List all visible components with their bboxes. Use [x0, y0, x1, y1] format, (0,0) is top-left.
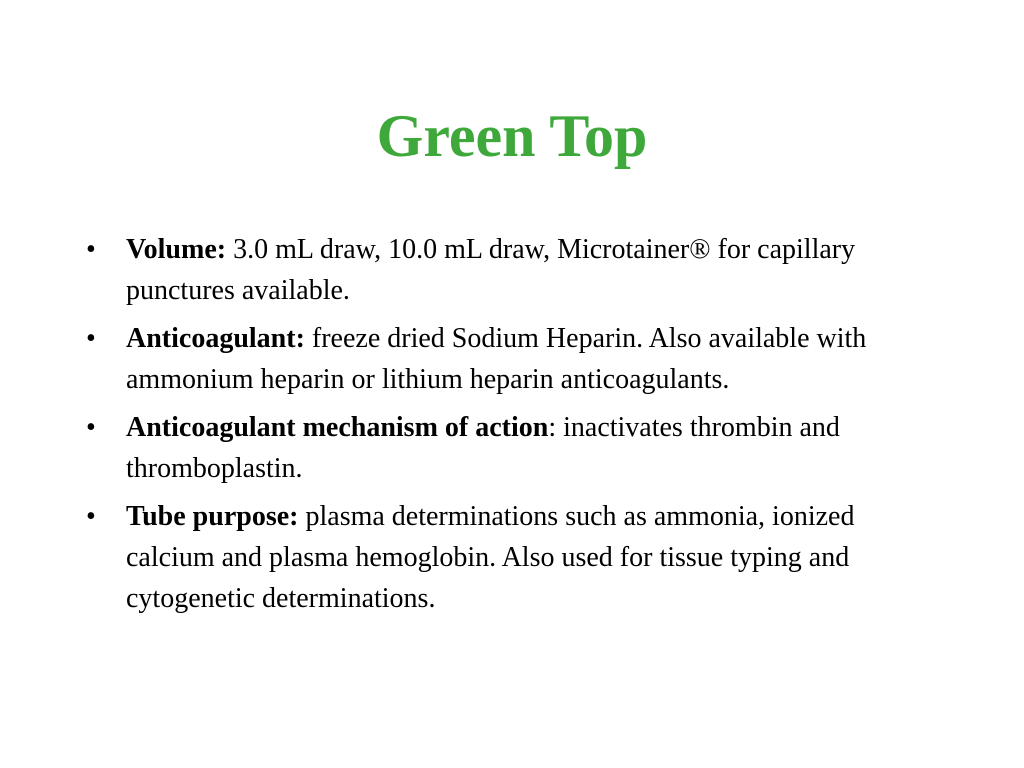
- bullet-volume: [86, 229, 946, 311]
- bullet-label: Volume:: [126, 234, 227, 265]
- bullet-mechanism: [86, 407, 946, 489]
- bullet-tube-purpose: [86, 496, 946, 619]
- bullet-label: Anticoagulant mechanism of action: [126, 412, 549, 443]
- bullet-text: freeze dried Sodium Heparin. Also available with ammonium heparin or lithium heparin anticoagulants.: [126, 323, 867, 395]
- slide-title: Green Top: [376, 103, 648, 169]
- bullet-label: Anticoagulant:: [126, 323, 305, 354]
- bullet-text: 3.0 mL draw, 10.0 mL draw, Microtainer® for capillary punctures available.: [126, 234, 856, 306]
- bullet-dot-icon: •: [86, 501, 96, 532]
- bullet-text: plasma determinations such as ammonia, ionized calcium and plasma hemoglobin. Also used for tissue typing and cytogenetic determinations.: [126, 501, 855, 614]
- bullet-text: : inactivates thrombin and thromboplastin.: [126, 412, 840, 484]
- bullet-dot-icon: •: [86, 412, 96, 443]
- bullet-label: Tube purpose:: [126, 501, 299, 532]
- bullet-anticoagulant: [86, 318, 946, 400]
- bullet-list: [86, 229, 946, 626]
- bullet-dot-icon: •: [86, 323, 96, 354]
- bullet-dot-icon: •: [86, 234, 96, 265]
